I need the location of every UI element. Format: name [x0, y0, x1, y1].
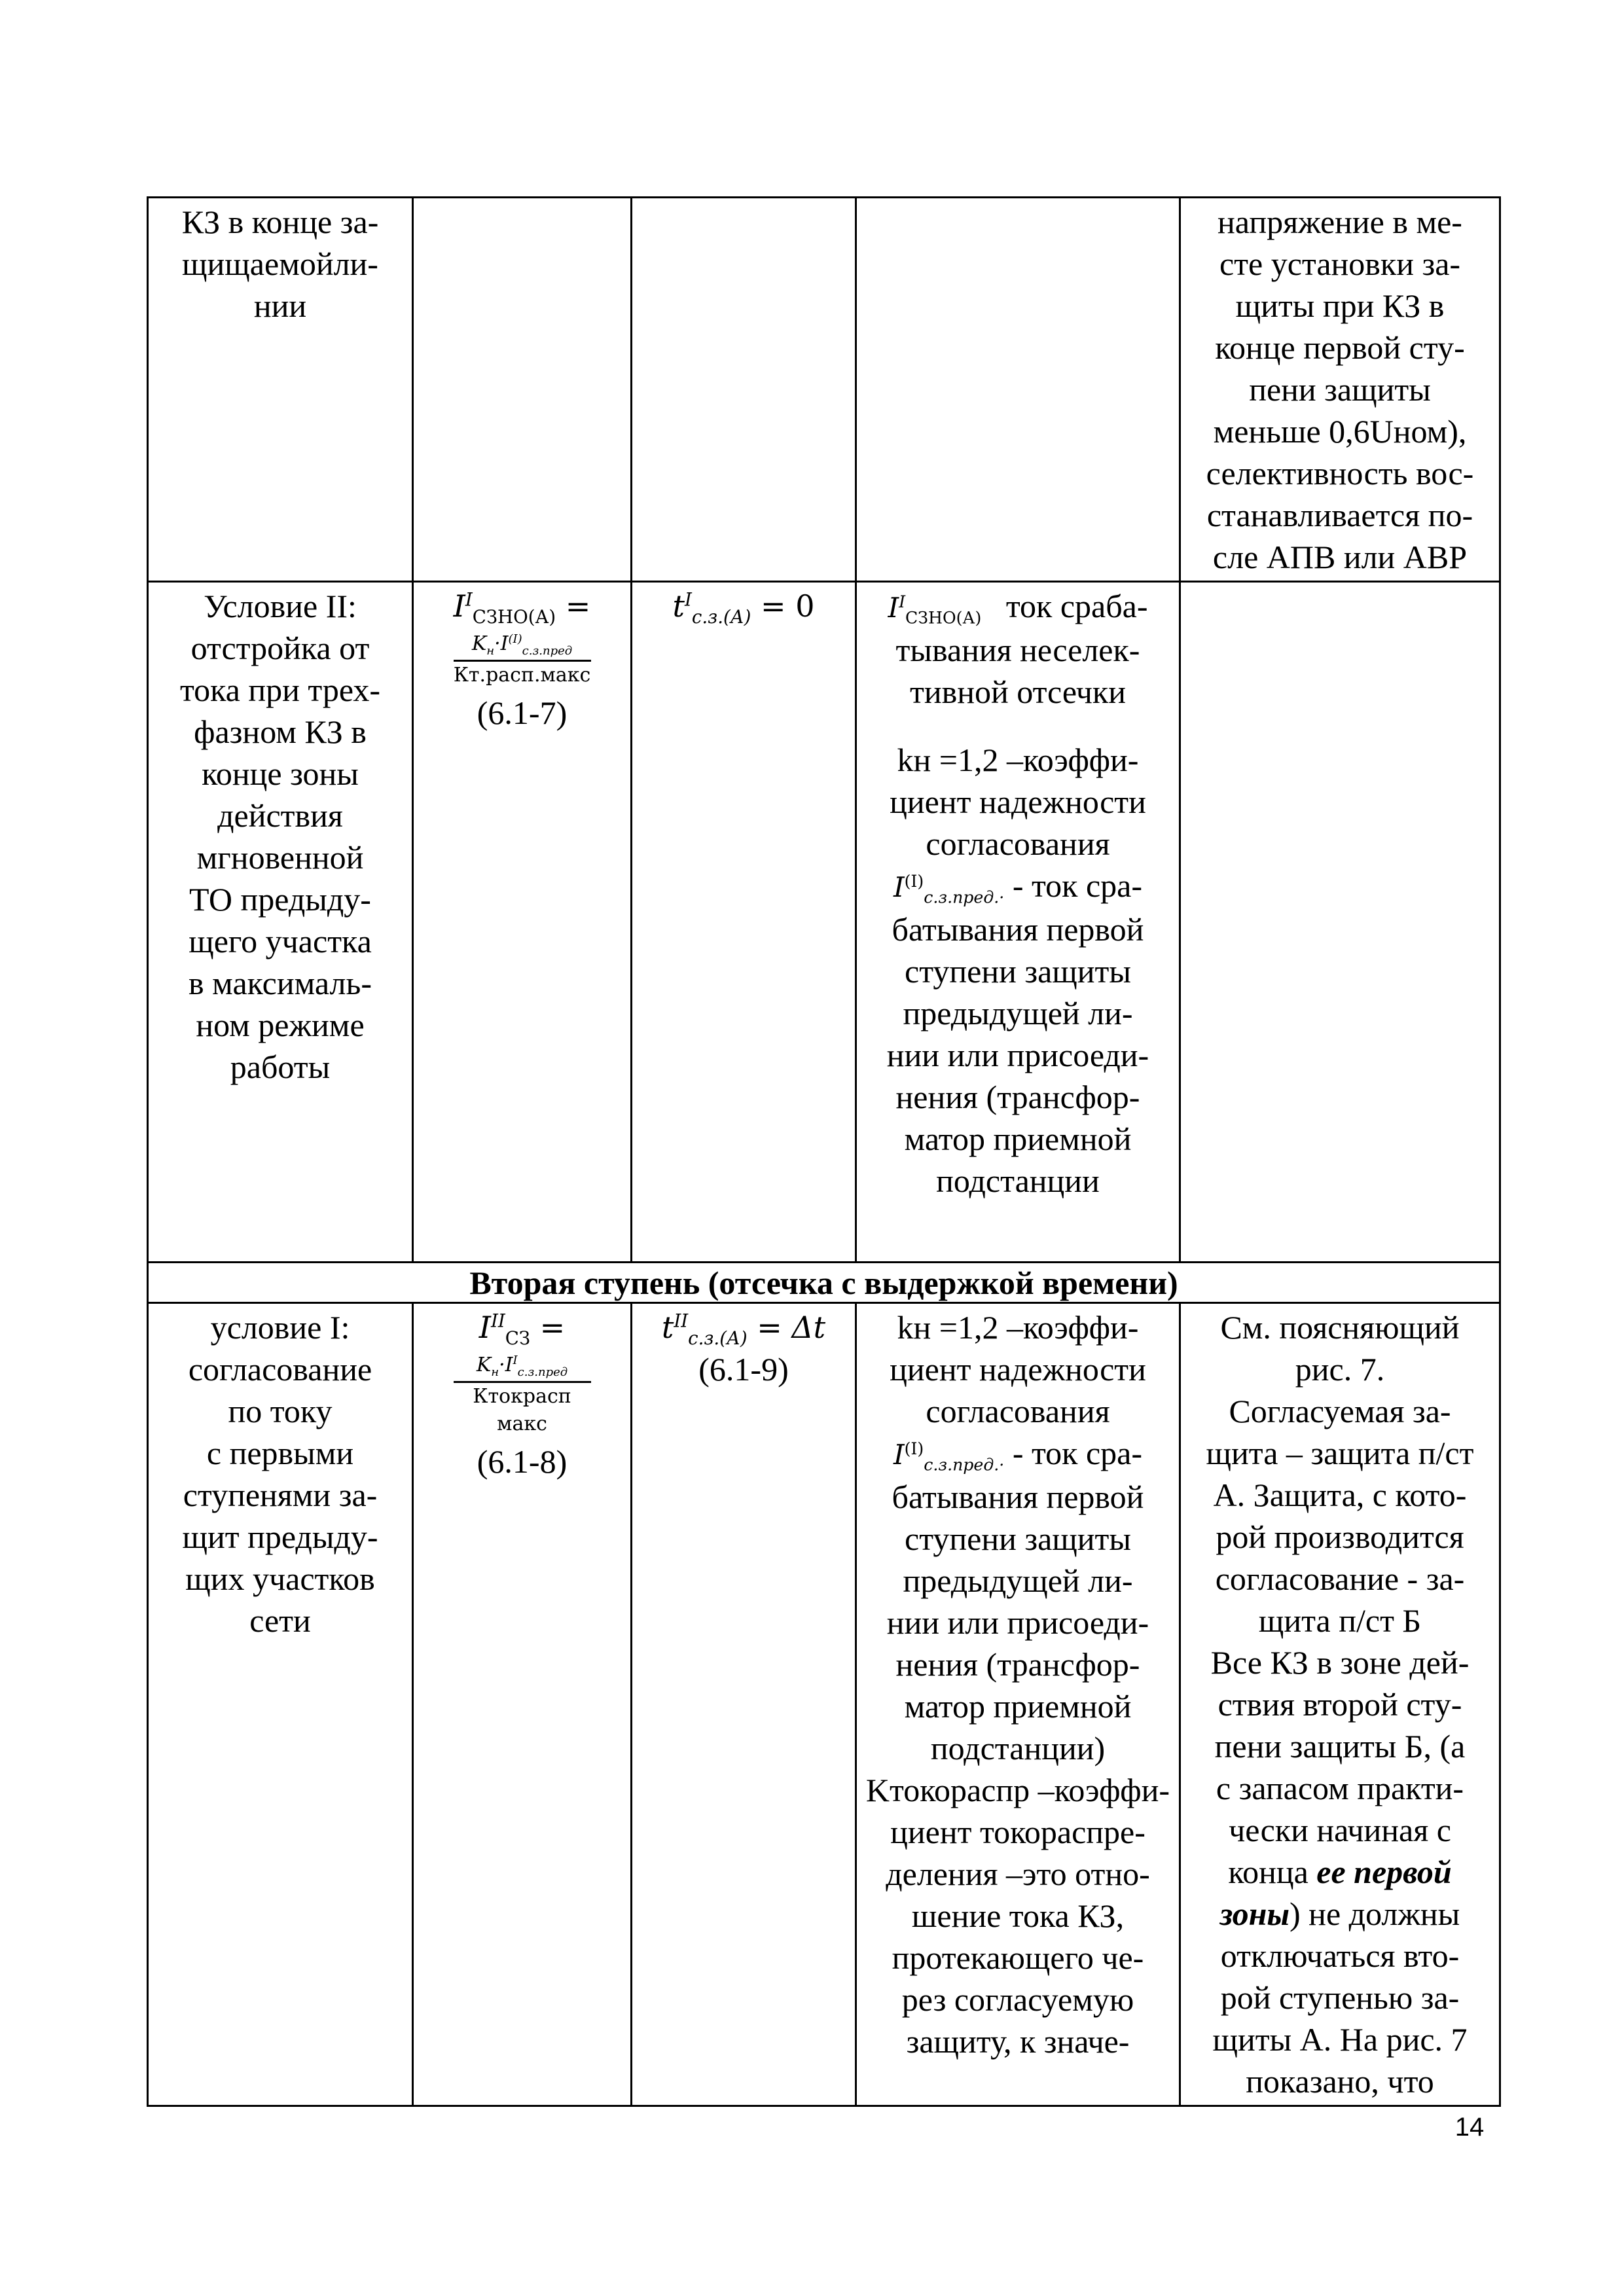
cell-notes: См. поясняющий рис. 7. Согласуемая за- щита – защита п/ст А. Защита, с кото- рой производится согласование - за- щита п/ст Б Все КЗ в зоне дей- ствия второй сту- пени защиты Б, (а с запасом практи- чески начиная с конца ее первой зоны) не должны отключаться вто- рой ступенью за- щиты А. На рис. 7 показано, что	[1180, 1303, 1500, 2106]
cell-notes	[1180, 582, 1500, 1263]
table-row	[148, 1303, 1500, 2106]
cell-description: $I^I_{СЗНО(А)}$ ток сраба- тывания неселек- тивной отсечки kн =1,2 –коэффи- циент надежности согласования $I^{(I)}_{с.з.пред.\cdot}$ - ток сра- батывания первой ступени защиты предыдущей ли- нии или присоеди- нения (трансфор- матор приемной подстанции	[856, 582, 1180, 1263]
cell-formula	[413, 582, 632, 1263]
symbol-iszpred: $I^{(I)}_{с.з.пред.\cdot}$	[893, 871, 1005, 907]
cell-description: kн =1,2 –коэффи- циент надежности согласования $I^{(I)}_{с.з.пред.\cdot}$ - ток сра- батывания первой ступени защиты предыдущей ли- нии или присоеди- нения (трансфор- матор приемной подстанции) Kтокораспр –коэффи- циент токораспре- деления –это отно- шение тока КЗ, протекающего че- рез согласуемую защиту, к значе-	[856, 1303, 1180, 2106]
cell-condition: условие I: согласование по току с первыми ступенями за- щит предыду- щих участков сети	[148, 1303, 413, 2106]
cell-notes: напряжение в ме- сте установки за- щиты при КЗ в конце первой сту- пени защиты меньше 0,6Uном), селективность вос- станавливается по- сле АПВ или АВР	[1180, 198, 1500, 582]
formula-ref: (6.1-7)	[477, 694, 568, 731]
emphasis-text: зоны	[1219, 1895, 1290, 1932]
table-row	[148, 198, 1500, 582]
table-row	[148, 582, 1500, 1263]
cell-condition: КЗ в конце за- щищаемойли- нии	[148, 198, 413, 582]
formula-fraction: $K_н\cdot I^I_{с.з.пред}$ Ктокрасп макс	[454, 1352, 591, 1438]
section-header: Вторая ступень (отсечка с выдержкой времени)	[148, 1263, 1500, 1303]
cell-description	[856, 198, 1180, 582]
formula-ref: (6.1-8)	[477, 1443, 568, 1480]
symbol-iszpred: $I^{(I)}_{с.з.пред.\cdot}$	[893, 1439, 1005, 1475]
formula-lhs: $I^I_{СЗНО(А)}$ =	[453, 588, 591, 628]
cell-formula	[413, 198, 632, 582]
symbol-iszno: $I^I_{СЗНО(А)}$	[888, 592, 982, 628]
formula-lhs: $I^{II}_{СЗ}$ =	[478, 1310, 566, 1350]
cell-time	[632, 198, 856, 582]
time-formula: $t^I_{с.з.(А)} = 0$	[672, 588, 815, 628]
time-ref: (6.1-9)	[698, 1351, 789, 1388]
table-row	[148, 1263, 1500, 1303]
cell-time	[632, 582, 856, 1263]
page-number: 14	[1454, 2113, 1485, 2142]
cell-formula	[413, 1303, 632, 2106]
formula-fraction: $K_н\cdot I^{(I)}_{с.з.пред}$ Кт.расп.макс	[453, 632, 591, 687]
time-formula: $t^{II}_{с.з.(А)} = \Delta t$	[661, 1310, 826, 1350]
emphasis-text: ее первой	[1316, 1854, 1452, 1890]
cell-time	[632, 1303, 856, 2106]
protection-table	[147, 196, 1501, 2107]
cell-condition: Условие II: отстройка от тока при трех- фазном КЗ в конце зоны действия мгновенной ТО предыду- щего участка в максималь- ном режиме работы	[148, 582, 413, 1263]
